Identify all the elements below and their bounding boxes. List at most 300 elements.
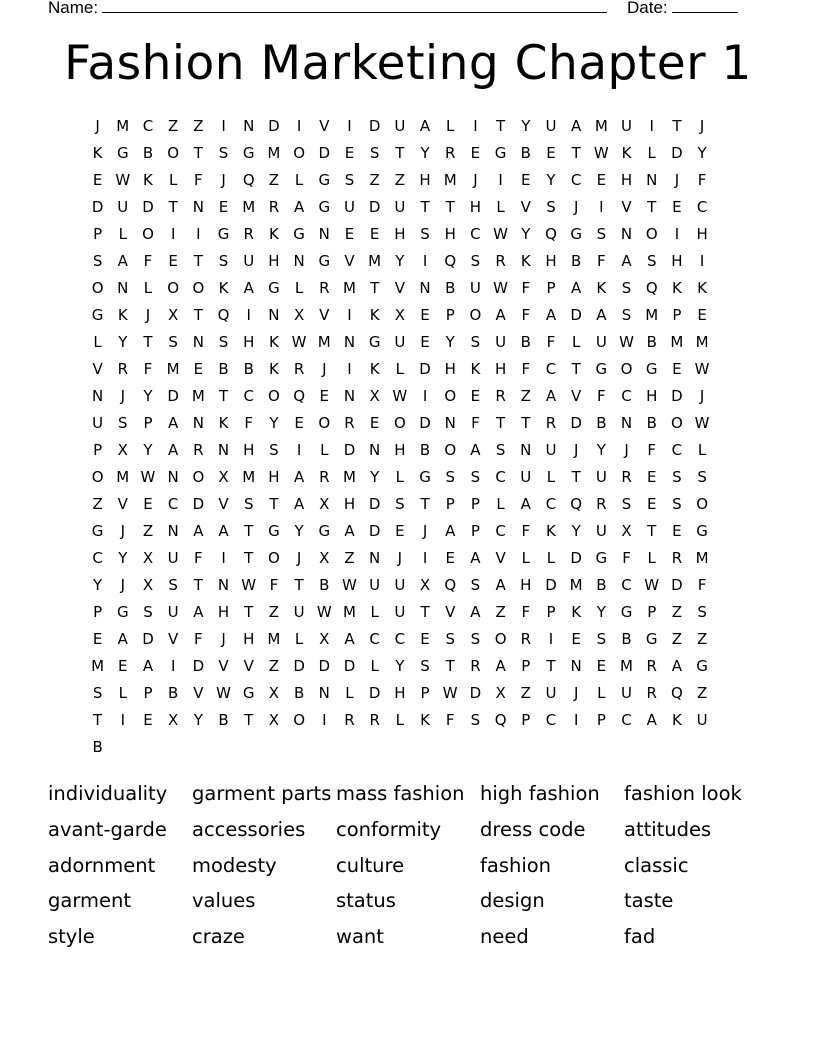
- grid-letter: O: [696, 495, 708, 513]
- grid-letter: R: [293, 360, 305, 378]
- grid-letter: R: [268, 198, 280, 216]
- grid-letter: J: [221, 171, 226, 189]
- grid-letter: J: [397, 549, 403, 567]
- grid-letter: D: [368, 522, 381, 540]
- grid-letter: T: [395, 144, 405, 162]
- grid-letter: T: [445, 198, 455, 216]
- grid-letter: R: [344, 414, 355, 432]
- grid-letter: I: [246, 306, 251, 324]
- grid-letter: T: [193, 306, 203, 324]
- grid-letter: N: [369, 549, 381, 567]
- grid-letter: K: [520, 252, 531, 270]
- grid-letter: A: [571, 117, 582, 135]
- grid-letter: Q: [494, 711, 507, 729]
- grid-letter: L: [521, 549, 530, 567]
- grid-letter: S: [218, 144, 229, 162]
- grid-letter: J: [120, 387, 125, 405]
- grid-letter: I: [196, 225, 201, 243]
- grid-letter: A: [193, 603, 204, 621]
- grid-letter: M: [342, 468, 356, 486]
- grid-letter: I: [422, 549, 428, 567]
- grid-letter: T: [244, 603, 254, 621]
- grid-letter: M: [342, 279, 356, 297]
- grid-letter: R: [445, 144, 456, 162]
- grid-letter: E: [143, 711, 153, 729]
- grid-letter: U: [293, 603, 305, 621]
- grid-letter: L: [395, 468, 405, 486]
- grid-letter: Y: [420, 144, 430, 162]
- name-field: [48, 0, 607, 18]
- grid-letter: L: [370, 657, 379, 675]
- grid-letter: K: [369, 360, 380, 378]
- grid-letter: Z: [142, 522, 154, 540]
- grid-letter: H: [696, 225, 708, 243]
- grid-letter: D: [192, 657, 205, 675]
- grid-letter: G: [570, 225, 582, 243]
- grid-letter: C: [570, 171, 582, 189]
- grid-letter: T: [571, 468, 581, 486]
- grid-letter: J: [145, 306, 151, 324]
- grid-letter: A: [293, 468, 305, 486]
- grid-letter: M: [242, 468, 256, 486]
- grid-letter: Z: [344, 549, 355, 567]
- grid-letter: E: [344, 225, 355, 243]
- grid-letter: U: [621, 117, 633, 135]
- grid-letter: F: [697, 576, 707, 594]
- grid-letter: B: [168, 684, 179, 702]
- word-bank-item: design: [480, 889, 545, 913]
- grid-letter: U: [243, 252, 255, 270]
- grid-letter: D: [368, 198, 381, 216]
- grid-letter: D: [545, 576, 557, 594]
- grid-letter: T: [445, 657, 455, 675]
- grid-letter: P: [647, 603, 657, 621]
- grid-letter: H: [394, 441, 406, 459]
- grid-letter: S: [596, 225, 607, 243]
- grid-letter: U: [545, 441, 557, 459]
- grid-letter: E: [420, 306, 430, 324]
- word-bank-item: dress code: [480, 817, 586, 841]
- grid-letter: D: [570, 306, 582, 324]
- grid-letter: T: [143, 333, 153, 351]
- grid-letter: A: [571, 279, 582, 297]
- grid-letter: G: [116, 144, 129, 162]
- grid-letter: O: [142, 225, 154, 243]
- grid-letter: D: [318, 657, 331, 675]
- grid-letter: I: [573, 711, 579, 729]
- grid-letter: F: [521, 306, 531, 324]
- grid-letter: N: [620, 414, 633, 432]
- grid-letter: O: [293, 144, 305, 162]
- grid-letter: E: [646, 495, 657, 513]
- grid-letter: D: [368, 684, 381, 702]
- date-field: [627, 0, 738, 18]
- grid-letter: F: [194, 549, 203, 567]
- grid-letter: P: [143, 684, 153, 702]
- grid-letter: D: [419, 360, 431, 378]
- grid-letter: T: [420, 603, 430, 621]
- grid-letter: P: [521, 711, 531, 729]
- word-bank-item: want: [336, 925, 384, 949]
- grid-letter: X: [268, 711, 280, 729]
- grid-letter: F: [697, 171, 707, 189]
- grid-letter: X: [293, 306, 305, 324]
- grid-letter: B: [218, 711, 229, 729]
- grid-letter: L: [395, 711, 405, 729]
- grid-letter: R: [243, 225, 254, 243]
- grid-letter: W: [392, 387, 408, 405]
- grid-letter: G: [91, 522, 104, 540]
- word-bank-item: garment: [48, 889, 131, 913]
- grid-letter: N: [117, 279, 129, 297]
- grid-letter: M: [569, 576, 583, 594]
- grid-letter: O: [268, 549, 280, 567]
- word-bank-item: high fashion: [480, 782, 600, 805]
- grid-letter: N: [243, 117, 255, 135]
- grid-letter: Z: [268, 657, 280, 675]
- grid-letter: O: [268, 387, 280, 405]
- grid-letter: F: [521, 603, 531, 621]
- grid-letter: H: [243, 441, 255, 459]
- grid-letter: K: [143, 171, 153, 189]
- grid-letter: K: [621, 144, 632, 162]
- grid-letter: S: [445, 468, 455, 486]
- grid-letter: A: [218, 522, 229, 540]
- grid-letter: S: [672, 495, 682, 513]
- grid-letter: Q: [444, 252, 457, 270]
- grid-letter: T: [672, 117, 682, 135]
- grid-letter: M: [116, 117, 130, 135]
- grid-letter: X: [142, 576, 154, 594]
- grid-letter: D: [192, 495, 205, 513]
- grid-letter: V: [495, 549, 506, 567]
- grid-letter: T: [244, 711, 254, 729]
- grid-letter: K: [92, 144, 103, 162]
- grid-letter: D: [570, 549, 582, 567]
- grid-letter: F: [521, 279, 531, 297]
- grid-letter: J: [624, 441, 629, 459]
- grid-letter: W: [316, 603, 332, 621]
- grid-letter: S: [546, 198, 556, 216]
- grid-letter: O: [469, 306, 482, 324]
- word-bank-item: fad: [624, 925, 656, 949]
- grid-letter: S: [218, 252, 229, 270]
- grid-letter: E: [596, 171, 607, 189]
- grid-letter: S: [596, 630, 607, 648]
- grid-letter: A: [243, 279, 254, 297]
- grid-letter: J: [296, 549, 302, 567]
- grid-letter: M: [670, 333, 684, 351]
- grid-letter: S: [495, 441, 506, 459]
- grid-letter: P: [596, 711, 606, 729]
- grid-letter: A: [344, 522, 355, 540]
- grid-letter: I: [170, 225, 176, 243]
- grid-letter: Y: [571, 522, 581, 540]
- grid-letter: L: [168, 171, 178, 189]
- grid-letter: X: [218, 468, 229, 486]
- grid-letter: E: [546, 144, 556, 162]
- grid-letter: Z: [671, 603, 683, 621]
- grid-letter: U: [545, 684, 557, 702]
- grid-letter: S: [243, 495, 254, 513]
- grid-letter: A: [117, 630, 128, 648]
- grid-letter: T: [420, 495, 430, 513]
- grid-letter: O: [671, 414, 683, 432]
- grid-letter: S: [168, 333, 178, 351]
- word-bank-item: accessories: [192, 817, 306, 841]
- grid-letter: L: [294, 171, 304, 189]
- grid-letter: M: [695, 549, 709, 567]
- grid-letter: D: [671, 387, 683, 405]
- grid-letter: Q: [645, 279, 658, 297]
- grid-letter: O: [192, 468, 205, 486]
- grid-letter: E: [395, 522, 405, 540]
- word-bank-item: mass fashion: [336, 782, 465, 805]
- grid-letter: M: [116, 468, 130, 486]
- grid-letter: L: [647, 549, 656, 567]
- grid-letter: T: [294, 576, 304, 594]
- grid-letter: V: [344, 252, 355, 270]
- grid-letter: B: [646, 333, 657, 351]
- grid-letter: S: [344, 171, 355, 189]
- grid-letter: U: [343, 198, 355, 216]
- grid-letter: W: [216, 684, 231, 702]
- grid-letter: X: [168, 306, 179, 324]
- grid-letter: I: [347, 306, 352, 324]
- grid-letter: S: [672, 468, 682, 486]
- grid-letter: L: [597, 684, 606, 702]
- grid-letter: H: [545, 252, 557, 270]
- grid-letter: I: [120, 711, 125, 729]
- grid-letter: X: [117, 441, 128, 459]
- grid-letter: L: [118, 684, 127, 702]
- grid-letter: F: [194, 171, 203, 189]
- grid-letter: E: [344, 144, 355, 162]
- grid-letter: L: [320, 441, 329, 459]
- grid-letter: S: [369, 144, 380, 162]
- grid-letter: M: [267, 144, 281, 162]
- grid-letter: G: [368, 333, 381, 351]
- grid-letter: A: [193, 522, 204, 540]
- grid-letter: F: [647, 441, 657, 459]
- grid-letter: V: [168, 630, 179, 648]
- grid-letter: U: [394, 603, 406, 621]
- word-bank-item: culture: [336, 853, 405, 877]
- grid-letter: A: [470, 549, 481, 567]
- word-bank-item: values: [192, 889, 256, 913]
- grid-letter: R: [319, 279, 330, 297]
- grid-letter: C: [92, 549, 103, 567]
- grid-letter: I: [422, 387, 428, 405]
- grid-letter: T: [93, 711, 103, 729]
- word-bank-item: need: [480, 925, 529, 949]
- grid-letter: D: [368, 117, 381, 135]
- grid-letter: W: [644, 576, 660, 594]
- grid-letter: Q: [242, 171, 255, 189]
- grid-letter: U: [394, 198, 406, 216]
- grid-letter: K: [268, 225, 279, 243]
- word-bank-item: taste: [624, 889, 674, 913]
- word-bank-item: fashion: [480, 853, 552, 877]
- grid-letter: E: [218, 198, 229, 216]
- grid-letter: E: [420, 630, 430, 648]
- grid-letter: I: [548, 630, 554, 648]
- word-bank-item: classic: [624, 853, 689, 877]
- grid-letter: C: [545, 711, 557, 729]
- grid-letter: T: [647, 522, 657, 540]
- grid-letter: T: [571, 144, 581, 162]
- grid-letter: R: [470, 657, 481, 675]
- grid-letter: D: [469, 684, 482, 702]
- grid-letter: C: [621, 711, 632, 729]
- grid-letter: R: [495, 252, 506, 270]
- grid-letter: S: [470, 576, 481, 594]
- grid-letter: K: [268, 333, 279, 351]
- grid-letter: K: [596, 279, 607, 297]
- grid-letter: S: [470, 252, 481, 270]
- grid-letter: E: [369, 414, 380, 432]
- grid-letter: Y: [546, 171, 556, 189]
- grid-letter: V: [218, 657, 229, 675]
- grid-letter: N: [293, 252, 305, 270]
- grid-letter: C: [394, 630, 406, 648]
- grid-letter: B: [243, 360, 254, 378]
- grid-letter: E: [168, 252, 178, 270]
- grid-letter: U: [545, 117, 557, 135]
- grid-letter: Q: [545, 225, 557, 243]
- grid-letter: X: [168, 711, 179, 729]
- grid-letter: O: [645, 225, 658, 243]
- grid-letter: L: [496, 198, 505, 216]
- grid-letter: P: [546, 279, 556, 297]
- grid-letter: N: [444, 414, 456, 432]
- grid-letter: N: [318, 684, 330, 702]
- grid-letter: W: [619, 333, 634, 351]
- grid-letter: D: [419, 414, 431, 432]
- grid-letter: F: [445, 711, 455, 729]
- grid-letter: A: [142, 657, 154, 675]
- grid-letter: R: [646, 684, 657, 702]
- grid-letter: Z: [520, 684, 531, 702]
- grid-letter: H: [444, 225, 456, 243]
- grid-letter: N: [646, 171, 658, 189]
- grid-letter: F: [546, 333, 556, 351]
- word-bank-item: craze: [192, 925, 245, 949]
- grid-letter: P: [546, 603, 556, 621]
- grid-letter: B: [596, 576, 607, 594]
- grid-letter: E: [369, 225, 380, 243]
- grid-letter: M: [695, 333, 709, 351]
- date-label: Date:: [627, 0, 668, 17]
- grid-letter: A: [445, 522, 456, 540]
- grid-letter: U: [394, 333, 406, 351]
- grid-letter: Y: [697, 144, 707, 162]
- grid-letter: F: [269, 576, 279, 594]
- grid-letter: C: [495, 468, 506, 486]
- grid-letter: R: [193, 441, 204, 459]
- grid-letter: F: [597, 252, 606, 270]
- grid-letter: K: [268, 360, 279, 378]
- grid-letter: H: [243, 630, 255, 648]
- grid-letter: F: [244, 414, 254, 432]
- grid-letter: A: [621, 252, 632, 270]
- grid-letter: F: [194, 630, 203, 648]
- grid-letter: P: [470, 495, 480, 513]
- grid-letter: M: [594, 117, 608, 135]
- grid-letter: E: [571, 630, 581, 648]
- grid-letter: G: [419, 468, 431, 486]
- grid-letter: K: [470, 360, 481, 378]
- word-bank-item: style: [48, 925, 95, 949]
- grid-letter: I: [649, 117, 654, 135]
- grid-letter: A: [168, 441, 179, 459]
- grid-letter: T: [193, 252, 203, 270]
- grid-letter: X: [621, 522, 632, 540]
- grid-letter: Z: [193, 117, 204, 135]
- grid-letter: D: [268, 117, 280, 135]
- grid-letter: D: [318, 144, 331, 162]
- grid-letter: J: [221, 630, 226, 648]
- grid-letter: I: [170, 657, 176, 675]
- grid-letter: Z: [92, 495, 103, 513]
- grid-letter: Z: [168, 117, 179, 135]
- grid-letter: T: [546, 657, 556, 675]
- grid-letter: I: [296, 117, 302, 135]
- grid-letter: G: [318, 171, 331, 189]
- grid-letter: P: [672, 306, 682, 324]
- grid-letter: S: [143, 603, 153, 621]
- grid-letter: V: [571, 387, 582, 405]
- grid-letter: X: [369, 387, 380, 405]
- grid-letter: K: [218, 414, 229, 432]
- grid-letter: E: [521, 171, 531, 189]
- grid-letter: J: [120, 522, 125, 540]
- grid-letter: B: [646, 414, 657, 432]
- grid-letter: F: [521, 522, 531, 540]
- grid-letter: P: [521, 657, 531, 675]
- grid-letter: L: [93, 333, 102, 351]
- grid-letter: Y: [193, 711, 203, 729]
- grid-letter: G: [268, 522, 280, 540]
- word-bank-item: adornment: [48, 853, 156, 877]
- grid-letter: K: [671, 711, 682, 729]
- grid-letter: C: [470, 225, 481, 243]
- grid-letter: U: [495, 333, 507, 351]
- grid-letter: C: [671, 441, 683, 459]
- word-bank: [48, 776, 768, 955]
- grid-letter: H: [620, 171, 633, 189]
- word-bank-item: attitudes: [624, 817, 712, 841]
- grid-letter: W: [442, 684, 458, 702]
- grid-letter: H: [419, 171, 431, 189]
- grid-letter: I: [221, 117, 226, 135]
- grid-letter: J: [422, 522, 428, 540]
- grid-letter: H: [394, 684, 406, 702]
- grid-letter: A: [117, 252, 128, 270]
- grid-letter: F: [471, 414, 480, 432]
- grid-letter: H: [243, 333, 255, 351]
- grid-letter: Y: [521, 225, 531, 243]
- grid-letter: B: [445, 279, 456, 297]
- grid-letter: Q: [570, 495, 583, 513]
- grid-letter: Y: [143, 441, 153, 459]
- grid-letter: E: [697, 306, 707, 324]
- grid-letter: R: [495, 387, 506, 405]
- grid-letter: J: [120, 576, 125, 594]
- word-bank-item: fashion look: [624, 782, 742, 805]
- grid-letter: T: [218, 387, 229, 405]
- grid-letter: A: [168, 414, 179, 432]
